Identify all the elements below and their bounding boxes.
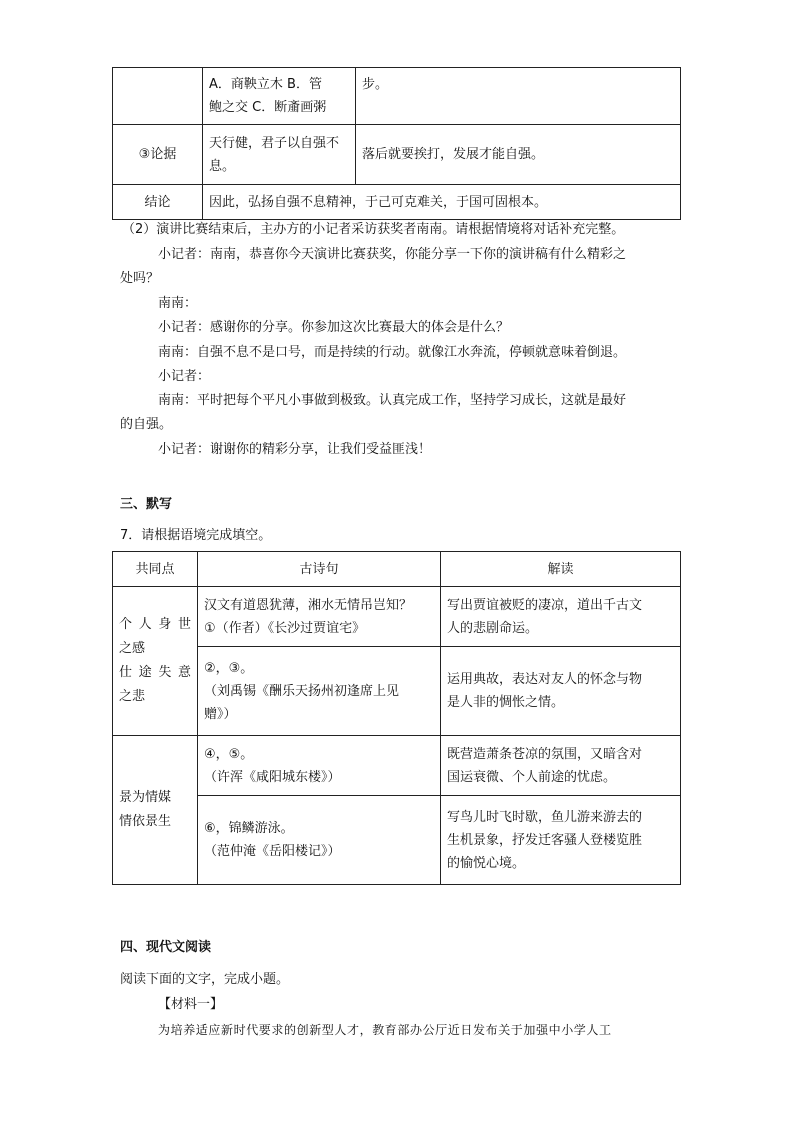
table-cell [203,68,356,125]
poem-cell [198,736,441,796]
group-label-line: 个人身世 [119,617,191,632]
note-line: 生机景象，抒发迁客骚人登楼览胜 [447,832,643,848]
note-line: 是人非的惆怅之情。 [447,695,565,710]
group-label-line: 情依景生 [119,814,172,829]
dialogue-line: 小记者：南南，恭喜你今天演讲比赛获奖，你能分享一下你的演讲稿有什么精彩之 [158,247,627,262]
poem-cell [198,796,441,885]
group-label-line: 景为情媒 [119,790,172,805]
group-label-line: 之悲 [119,689,146,704]
group-label-cell [113,587,198,736]
poetry-table [112,551,681,885]
poem-line: ①（作者）《长沙过贾谊宅》 [204,620,366,636]
poem-line: 赠》） [204,706,237,722]
poem-line: （许浑《咸阳城东楼》） [204,769,341,785]
note-cell [441,647,681,736]
question-text: 7．请根据语境完成填空。 [120,528,272,543]
poem-cell [198,587,441,647]
column-header: 古诗句 [198,552,441,587]
poem-line: 汉文有道恩犹薄，湘水无情吊岂知？ [204,597,413,613]
dialogue-line: 南南：自强不息不是口号，而是持续的行动。就像江水奔流，停顿就意味着倒退。 [158,345,627,360]
argument-table [112,67,681,220]
table-cell: 因此，弘扬自强不息精神，于己可克难关，于国可固根本。 [203,185,681,220]
material-label: 【材料一】 [158,997,224,1012]
dialogue-line: 小记者：感谢你的分享。你参加这次比赛最大的体会是什么？ [158,320,510,335]
table-row [113,796,681,885]
note-cell [441,587,681,647]
group-label-line: 之感 [119,641,146,656]
table-cell: 落后就要挨打，发展才能自强。 [356,125,681,185]
note-cell [441,796,681,885]
material-text: 为培养适应新时代要求的创新型人才，教育部办公厅近日发布关于加强中小学人工 [158,1023,612,1037]
column-header: 解读 [441,552,681,587]
dialogue-line: 小记者： [158,369,211,384]
cell-line: A．商鞅立木 B．管 [209,77,322,92]
table-row [113,185,681,220]
table-cell [113,68,203,125]
dialogue-line: 小记者：谢谢你的精彩分享，让我们受益匪浅！ [158,442,432,457]
question-intro: （2）演讲比赛结束后，主办方的小记者采访获奖者南南。请根据情境将对话补充完整。 [122,222,625,237]
table-cell: 步。 [356,68,681,125]
group-label-line: 仕途失意 [119,665,191,680]
note-line: 国运衰微、个人前途的忧虑。 [447,769,617,785]
table-row [113,125,681,185]
cell-line: 天行健，君子以自强不 [209,135,340,151]
column-header: 共同点 [113,552,198,587]
section-heading: 四、现代文阅读 [120,940,212,955]
note-line: 写鸟儿时飞时歇，鱼儿游来游去的 [447,809,643,825]
note-line: 既营造萧条苍凉的氛围，又暗含对 [447,746,643,762]
dialogue-line: 的自强。 [120,417,173,432]
dialogue-line: 南南： [158,296,198,311]
poem-line: ⑥，锦鳞游泳。 [204,821,294,836]
table-cell: 结论 [113,185,203,220]
dialogue-line: 南南：平时把每个平凡小事做到极致。认真完成工作，坚持学习成长，这就是最好 [158,393,627,408]
section-heading: 三、默写 [120,497,173,512]
cell-line: 息。 [209,158,236,174]
table-header-row [113,552,681,587]
table-row [113,587,681,647]
note-line: 人的悲剧命运。 [447,620,539,636]
note-line: 的愉悦心境。 [447,855,526,871]
poem-line: （刘禹锡《酬乐天扬州初逢席上见 [204,683,400,699]
note-line: 运用典故，表达对友人的怀念与物 [447,672,643,687]
table-row [113,68,681,125]
note-line: 写出贾谊被贬的凄凉，道出千古文 [447,597,643,613]
poem-cell [198,647,441,736]
table-cell: ③论据 [113,125,203,185]
table-cell [203,125,356,185]
note-cell [441,736,681,796]
group-label-cell [113,736,198,885]
table-row [113,736,681,796]
poem-line: ④，⑤。 [204,746,254,762]
poem-line: （范仲淹《岳阳楼记》） [204,844,341,859]
poem-line: ②，③。 [204,660,254,676]
table-row [113,647,681,736]
cell-line: 鲍之交 C．断齑画粥 [209,100,327,115]
reading-instruction: 阅读下面的文字，完成小题。 [120,972,290,987]
dialogue-line: 处吗？ [120,271,160,286]
